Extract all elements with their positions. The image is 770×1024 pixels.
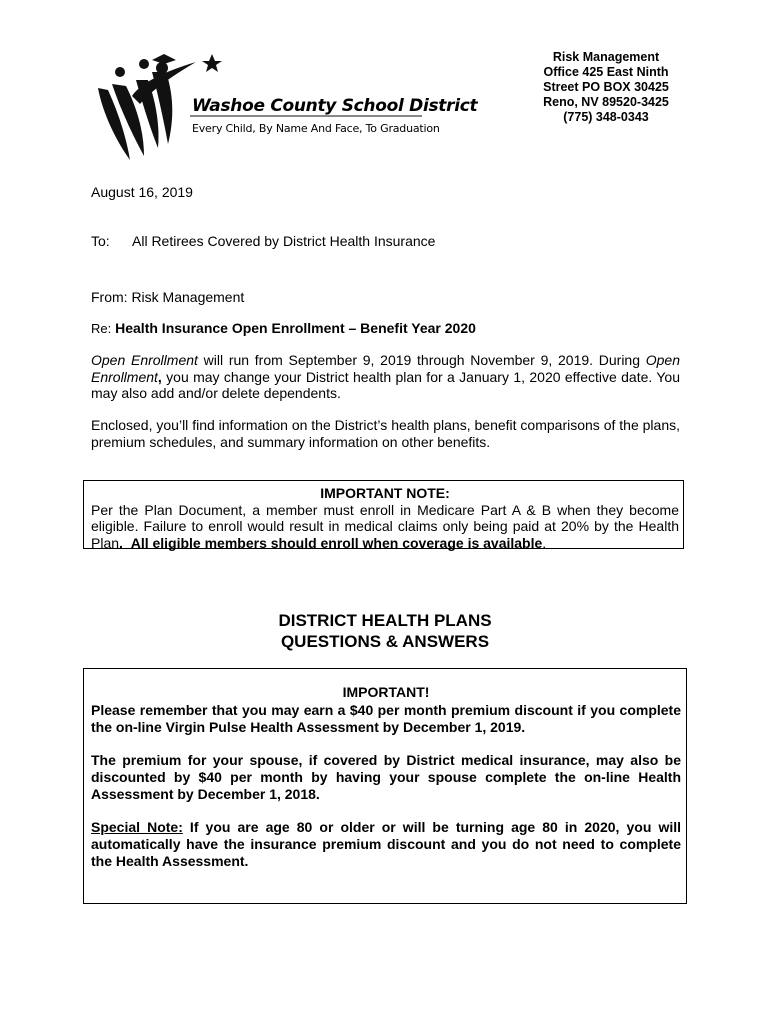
paragraph-text: you may change your District health plan for a January 1, 2020 effective date. You may also add and/or delete dependents. — [91, 368, 680, 401]
address-line: Street PO BOX 30425 — [543, 80, 669, 94]
section-heading-line1: DISTRICT HEALTH PLANS — [278, 611, 492, 630]
district-logo — [92, 50, 478, 166]
to-label: To: — [91, 233, 110, 249]
paragraph-text: will run from September 9, 2019 through November 9, 2019. During — [197, 352, 646, 368]
paragraph-open-enrollment — [91, 352, 680, 402]
section-heading-line2: QUESTIONS & ANSWERS — [280, 632, 490, 651]
important-note-content — [91, 485, 679, 551]
discount-paragraph: Please remember that you may earn a $40 per month premium discount if you complete the on-line Virgin Pulse Health Assessment by December 1, 2019. — [91, 702, 681, 735]
note-text: Per the Plan Document, a member must enroll in Medicare Part A & B when they become eligible. Failure to enroll would result in medical claims only being paid at 20% by the Health Plan — [91, 501, 679, 551]
paragraph-enclosed: Enclosed, you’ll find information on the District’s health plans, benefit comparisons of the plans, premium schedules, and summary information on other benefits. — [91, 417, 680, 450]
open-enrollment-term: Open Enrollment — [91, 352, 680, 385]
special-note-paragraph — [91, 819, 681, 870]
from-line: From: Risk Management — [91, 289, 245, 305]
to-line — [91, 233, 435, 249]
special-note-text: If you are age 80 or older or will be turning age 80 in 2020, you will automatically have the insurance premium discount and you do not need to complete the Health Assessment. — [91, 819, 682, 869]
important-note-text — [91, 502, 679, 552]
note-period: . — [119, 534, 123, 551]
note-end: . — [542, 534, 547, 551]
re-line — [91, 320, 476, 337]
address-line: (775) 348-0343 — [563, 110, 649, 124]
letter-date: August 16, 2019 — [91, 184, 193, 200]
important-title: IMPORTANT! — [342, 684, 430, 700]
address-line: Reno, NV 89520-3425 — [543, 95, 669, 109]
open-enrollment-term: Open Enrollment — [91, 352, 198, 368]
address-line: Office 425 East Ninth — [543, 65, 669, 79]
bold-comma: , — [157, 368, 162, 385]
important-discount-box — [83, 668, 687, 904]
important-note-title: IMPORTANT NOTE: — [320, 485, 450, 501]
section-heading — [0, 610, 770, 652]
important-note-box — [83, 480, 684, 549]
spouse-discount-paragraph: The premium for your spouse, if covered by District medical insurance, may also be discounted by $40 per month by having your spouse complete the on-line Health Assessment by December 1, 2018. — [91, 752, 681, 802]
note-bold-text: All eligible members should enroll when coverage is available — [130, 534, 543, 551]
org-name: Washoe County School District — [192, 96, 478, 116]
to-recipients: All Retirees Covered by District Health Insurance — [132, 233, 436, 249]
re-label: Re: — [91, 321, 112, 336]
district-logo-mark — [92, 50, 478, 166]
re-subject: Health Insurance Open Enrollment – Benefit Year 2020 — [115, 320, 476, 336]
special-note-label: Special Note: — [91, 819, 183, 835]
important-discount-content — [91, 684, 681, 886]
address-line: Risk Management — [552, 50, 660, 64]
org-tagline: Every Child, By Name And Face, To Graduation — [192, 122, 440, 135]
return-address — [520, 50, 692, 125]
